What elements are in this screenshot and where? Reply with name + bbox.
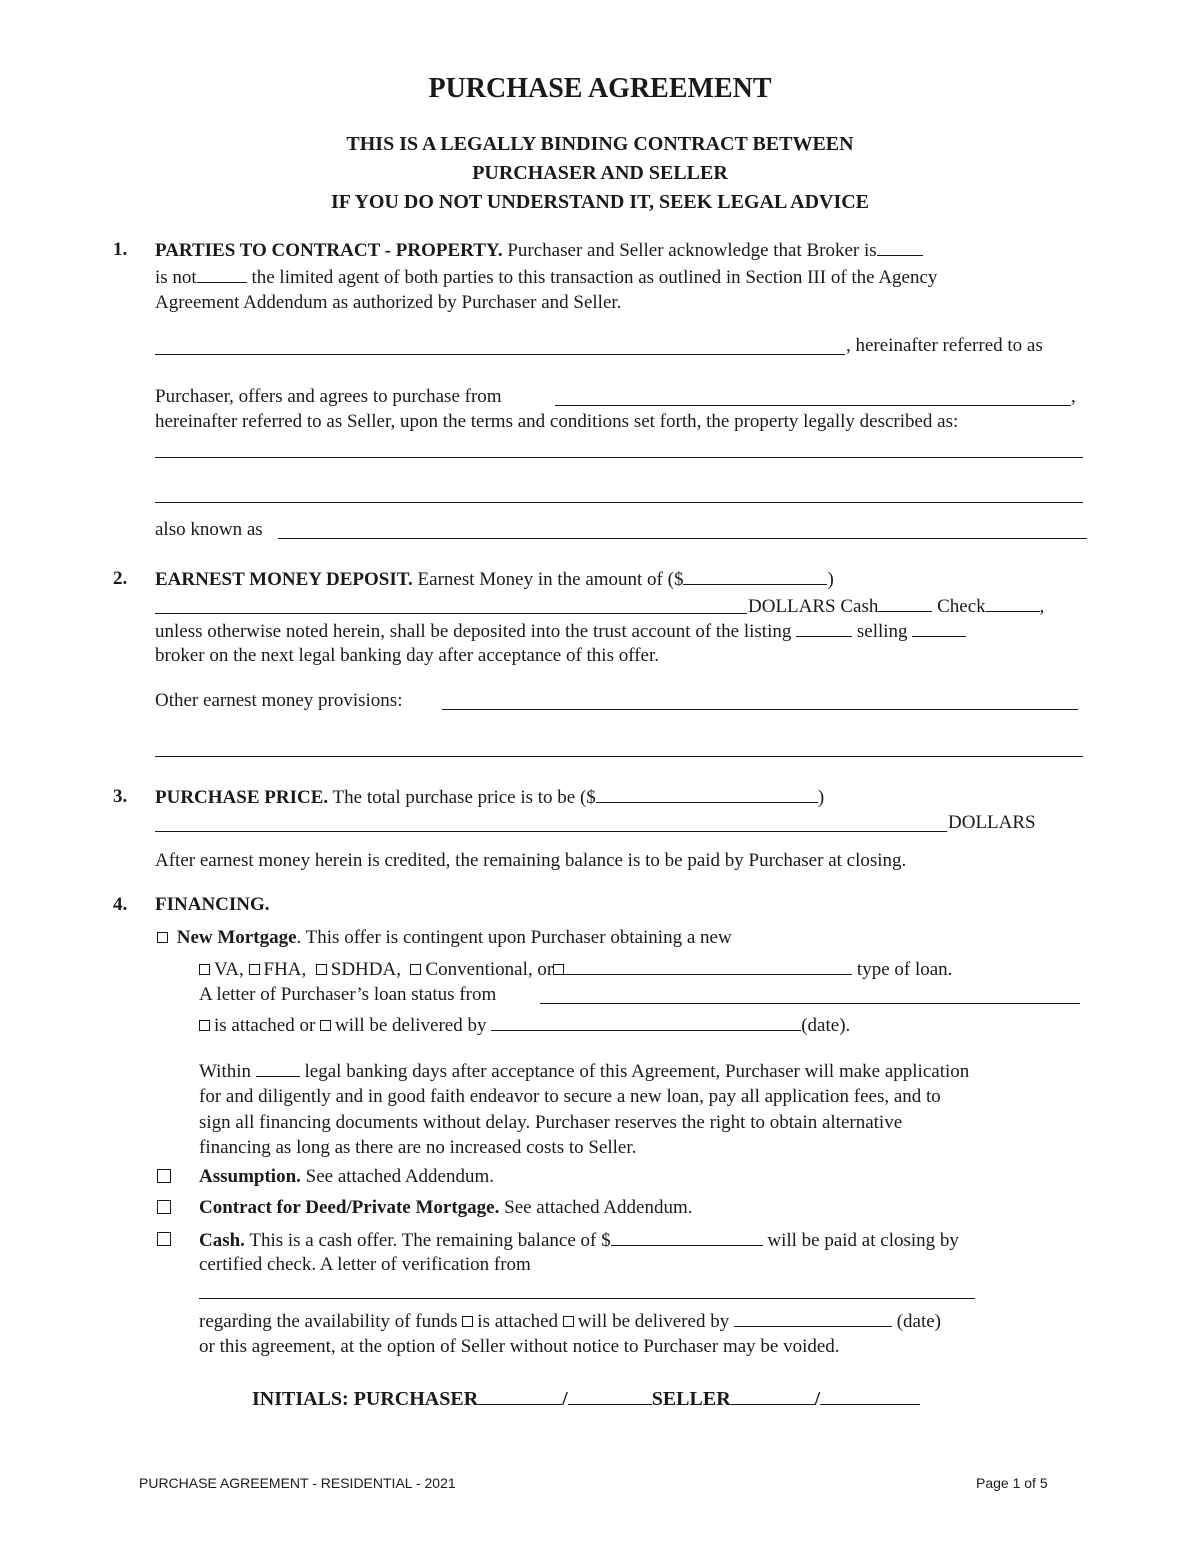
section-2-line-3: unless otherwise noted herein, shall be deposited into the trust account of the listing selling: [155, 619, 966, 644]
letter-delivery-date-blank[interactable]: [491, 1013, 801, 1031]
earnest-amount-blank[interactable]: [683, 567, 827, 585]
page-title: PURCHASE AGREEMENT: [428, 73, 772, 104]
remaining-balance-blank[interactable]: [611, 1228, 763, 1246]
legal-description-line-1[interactable]: [155, 457, 1083, 458]
footer-page-number: Page 1 of 5: [976, 1475, 1048, 1491]
funds-delivered-checkbox[interactable]: [563, 1316, 574, 1327]
subtitle-line-3: IF YOU DO NOT UNDERSTAND IT, SEEK LEGAL ADVICE: [330, 191, 870, 213]
broker-is-blank[interactable]: [877, 238, 923, 256]
earnest-dollars-line[interactable]: [155, 613, 747, 614]
assumption-checkbox[interactable]: [157, 1169, 171, 1183]
loan-letter-delivery-line: is attached or will be delivered by (date).: [199, 1013, 850, 1038]
subtitle-line-2: PURCHASER AND SELLER: [472, 162, 728, 184]
seller-name-line[interactable]: [555, 405, 1071, 406]
footer-document-title: PURCHASE AGREEMENT - RESIDENTIAL - 2021: [139, 1475, 456, 1491]
purchase-price-dollars-line[interactable]: [155, 831, 947, 832]
purchaser-initial-1[interactable]: [478, 1387, 562, 1405]
new-mortgage-line: New Mortgage. This offer is contingent upon Purchaser obtaining a new: [157, 926, 732, 950]
loan-status-text: A letter of Purchaser’s loan status from: [199, 984, 497, 1005]
cash-blank[interactable]: [878, 594, 932, 612]
funds-attached-checkbox[interactable]: [462, 1316, 473, 1327]
section-2-line-2: DOLLARS Cash Check ,: [748, 596, 1045, 617]
also-known-as-line[interactable]: [278, 538, 1087, 539]
section-3-line-3: After earnest money herein is credited, the remaining balance is to be paid by Purchaser at closing.: [155, 850, 907, 871]
legal-description-line-2[interactable]: [155, 502, 1083, 503]
section-2-line-1: EARNEST MONEY DEPOSIT. Earnest Money in the amount of ($ ): [155, 569, 834, 590]
letter-delivered-checkbox[interactable]: [320, 1020, 331, 1031]
broker-is-not-blank[interactable]: [197, 265, 247, 283]
banking-days-blank[interactable]: [256, 1059, 300, 1077]
seller-initial-2[interactable]: [820, 1387, 920, 1405]
conventional-checkbox[interactable]: [410, 964, 421, 975]
assumption-line: Assumption. See attached Addendum.: [199, 1166, 495, 1187]
purchaser-initial-2[interactable]: [568, 1387, 652, 1405]
other-provisions-line-2[interactable]: [155, 756, 1083, 757]
other-loan-type-blank[interactable]: [564, 957, 852, 975]
seller-initial-1[interactable]: [731, 1387, 815, 1405]
funds-availability-line: regarding the availability of funds is attached will be delivered by (date): [199, 1311, 942, 1332]
section-2-heading: EARNEST MONEY DEPOSIT.: [155, 569, 413, 590]
contract-for-deed-checkbox[interactable]: [157, 1200, 171, 1214]
financing-paragraph-line-3: sign all financing documents without delay. Purchaser reserves the right to obtain alternative: [199, 1112, 903, 1133]
section-1-line-1: PARTIES TO CONTRACT - PROPERTY. Purchaser and Seller acknowledge that Broker is: [155, 238, 923, 263]
offers-text: Purchaser, offers and agrees to purchase from: [155, 386, 502, 407]
also-known-as-label: also known as: [155, 519, 263, 540]
voided-text: or this agreement, at the option of Seller without notice to Purchaser may be voided.: [199, 1336, 840, 1357]
listing-broker-blank[interactable]: [796, 619, 852, 637]
dollars-label: DOLLARS: [948, 812, 1036, 833]
section-1-number: 1.: [113, 239, 128, 260]
sdhda-checkbox[interactable]: [316, 964, 327, 975]
financing-paragraph-line-1: Within legal banking days after acceptance of this Agreement, Purchaser will make application: [199, 1061, 970, 1082]
document-page: PURCHASE AGREEMENT THIS IS A LEGALLY BINDING CONTRACT BETWEEN PURCHASER AND SELLER IF YOU DO NOT UNDERSTAND IT, SEEK LEGAL ADVICE 1. PARTIES TO CONTRACT - PROPERTY. Purchaser and Seller acknowledge that Broker is is not the limited agent of both parties to this transaction as outlined in Section III of the Agency Agreement Addendum as authorized by Purchaser and Seller. , hereinafter referred to as Purchaser, offers and agrees to purchase from , hereinafter referred to as Seller, upon the terms and conditions set forth, the property legally described as: also known as 2. EARNEST MONEY DEPOSIT. Earnest Money in the amount of ($ ) DOLLARS Cash Check , unless otherwise noted herein, shall be deposited into the trust account of the listing selling broker on the next legal banking day after acceptance of this offer. Other earnest money provisions: 3. PURCHASE PRICE. The total purchase price is to be ($ ) DOLLARS After earnest money herein is credited, the remaining balance is to be paid by Purchaser at closing. 4. FINANCING. New Mortgage. This offer is contingent upon Purchaser obtaining a new VA, FHA, SDHDA, Conventional, or type of loan. A letter of Purchaser’s loan status from is attached or will be delivered by (date). Within legal banking days after acceptance of this Agreement, Purchaser will make application for and diligently and in good faith endeavor to secure a new loan, pay all application fees, and to sign all financing documents without delay. Purchaser reserves the right to obtain alternative financing as long as there are no increased costs to Seller. Assumption. See attached Addendum. Contract for Deed/Private Mortgage. See attached Addendum. Cash. This is a cash offer. The remaining balance of $ will be paid at closing by certified check. A letter of verification from regarding the availability of funds is attached will be delivered by (date) or this agreement, at the option of Seller without notice to Purchaser may be voided. INITIALS: PURCHASER / SELLER / PURCHASE AGREEMENT - RESIDENTIAL - 2021 Page 1 of 5: [0, 0, 1200, 1553]
loan-type-line: VA, FHA, SDHDA, Conventional, or type of loan.: [199, 957, 952, 982]
cash-checkbox[interactable]: [157, 1232, 171, 1246]
purchase-price-blank[interactable]: [596, 785, 818, 803]
selling-broker-blank[interactable]: [912, 619, 966, 637]
section-4-number: 4.: [113, 894, 128, 915]
funds-delivery-date-blank[interactable]: [734, 1309, 892, 1327]
financing-paragraph-line-4: financing as long as there are no increased costs to Seller.: [199, 1137, 637, 1158]
section-3-number: 3.: [113, 786, 128, 807]
legal-description-text: hereinafter referred to as Seller, upon the terms and conditions set forth, the property legally described as:: [155, 411, 959, 432]
section-1-line-3: Agreement Addendum as authorized by Purchaser and Seller.: [155, 292, 622, 313]
section-1-heading: PARTIES TO CONTRACT - PROPERTY.: [155, 240, 503, 261]
section-1-line-2: is not the limited agent of both parties to this transaction as outlined in Section III of the Agency: [155, 267, 938, 288]
contract-for-deed-line: Contract for Deed/Private Mortgage. See attached Addendum.: [199, 1197, 693, 1218]
financing-paragraph-line-2: for and diligently and in good faith endeavor to secure a new loan, pay all application fees, and to: [199, 1086, 941, 1107]
section-4-heading: FINANCING.: [155, 894, 270, 915]
section-3-line-1: PURCHASE PRICE. The total purchase price is to be ($ ): [155, 787, 825, 808]
va-checkbox[interactable]: [199, 964, 210, 975]
other-provisions-label: Other earnest money provisions:: [155, 690, 403, 711]
purchaser-name-line[interactable]: [155, 354, 845, 355]
initials-line: INITIALS: PURCHASER / SELLER /: [252, 1387, 920, 1411]
fha-checkbox[interactable]: [249, 964, 260, 975]
section-2-line-4: broker on the next legal banking day after acceptance of this offer.: [155, 645, 659, 666]
hereinafter-text: , hereinafter referred to as: [846, 335, 1043, 356]
subtitle-line-1: THIS IS A LEGALLY BINDING CONTRACT BETWEEN: [346, 133, 854, 155]
letter-attached-checkbox[interactable]: [199, 1020, 210, 1031]
loan-status-from-line[interactable]: [540, 1003, 1080, 1004]
other-loan-checkbox[interactable]: [553, 964, 564, 975]
section-2-number: 2.: [113, 568, 128, 589]
check-blank[interactable]: [986, 594, 1040, 612]
other-provisions-line-1[interactable]: [442, 709, 1078, 710]
verification-from-line[interactable]: [199, 1298, 975, 1299]
cash-line-1: Cash. This is a cash offer. The remaining balance of $ will be paid at closing by: [199, 1230, 959, 1251]
new-mortgage-checkbox[interactable]: [157, 932, 168, 943]
cash-line-2: certified check. A letter of verification from: [199, 1254, 531, 1275]
section-3-heading: PURCHASE PRICE.: [155, 787, 329, 808]
